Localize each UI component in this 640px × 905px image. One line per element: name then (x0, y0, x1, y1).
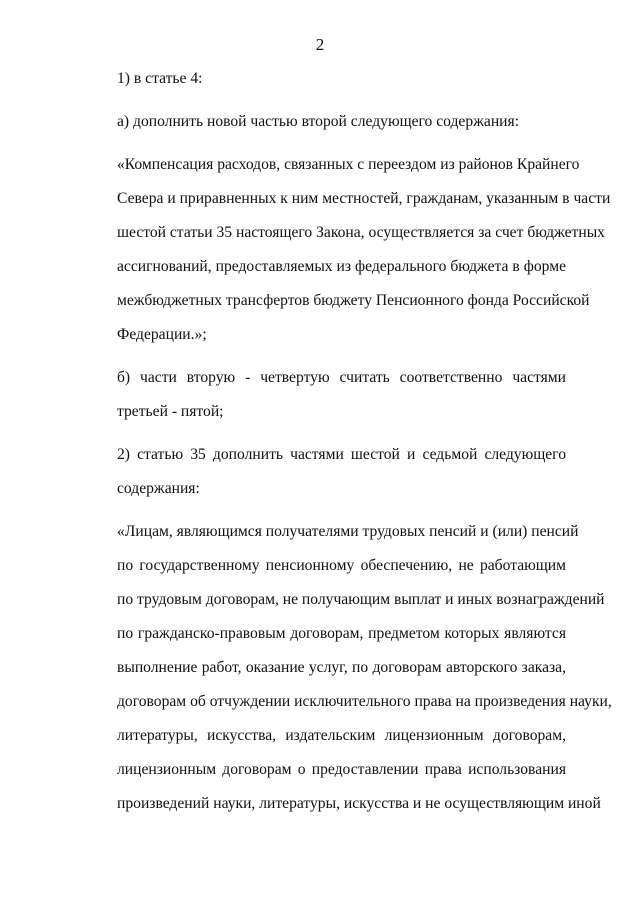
text-line: лицензионным договорам о предоставлении права использования (117, 761, 566, 778)
text-line: произведений науки, литературы, искусства и не осуществляющим иной (117, 795, 601, 812)
text-line: б) части вторую - четвертую считать соответственно частями (117, 369, 566, 386)
text-line: договорам об отчуждении исключительного права на произведения науки, (117, 693, 612, 710)
document-body (79, 62, 612, 821)
text-line: содержания: (117, 480, 200, 497)
paragraph-quote-compensation (79, 148, 611, 352)
paragraph-quote-pensioners (79, 515, 612, 821)
text-line: «Лицам, являющимся получателями трудовых пенсий и (или) пенсий (117, 523, 579, 540)
paragraph-article-35 (79, 438, 566, 506)
paragraph-item-b (79, 361, 566, 429)
text-line: по государственному пенсионному обеспечению, не работающим (117, 557, 566, 574)
paragraph-gap (79, 352, 566, 361)
text-line: шестой статьи 35 настоящего Закона, осуществляется за счет бюджетных (117, 224, 605, 241)
text-line: межбюджетных трансфертов бюджету Пенсионного фонда Российской (117, 292, 590, 309)
text-line: литературы, искусства, издательским лицензионным договорам, (117, 727, 566, 744)
text-line: а) дополнить новой частью второй следующего содержания: (117, 113, 520, 130)
text-line: 2) статью 35 дополнить частями шестой и седьмой следующего (117, 446, 566, 463)
text-line: ассигнований, предоставляемых из федерального бюджета в форме (117, 258, 566, 275)
text-line: по гражданско-правовым договорам, предметом которых являются (117, 625, 566, 642)
paragraph-article-4 (79, 62, 566, 96)
paragraph-gap (79, 429, 566, 438)
text-line: Севера и приравненных к ним местностей, гражданам, указанным в части (117, 190, 611, 207)
paragraph-gap (79, 506, 566, 515)
paragraph-gap (79, 96, 566, 105)
text-line: «Компенсация расходов, связанных с переездом из районов Крайнего (117, 156, 580, 173)
paragraph-item-a (79, 105, 566, 139)
text-line: Федерации.»; (117, 326, 207, 343)
text-line: выполнение работ, оказание услуг, по договорам авторского заказа, (117, 659, 566, 676)
text-line: 1) в статье 4: (117, 70, 203, 87)
text-line: по трудовым договорам, не получающим выплат и иных вознаграждений (117, 591, 605, 608)
paragraph-gap (79, 139, 566, 148)
page-number: 2 (315, 35, 325, 54)
text-line: третьей - пятой; (117, 403, 224, 420)
